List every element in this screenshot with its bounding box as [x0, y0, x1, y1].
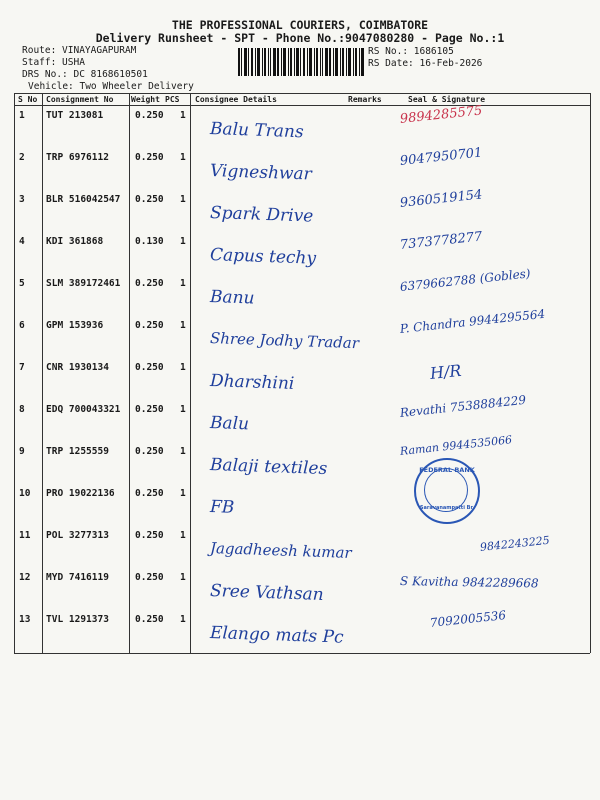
weight-value: 0.250	[135, 488, 164, 499]
signature-text: P. Chandra 9944295564	[399, 306, 546, 336]
consignment-number: GPM 153936	[46, 320, 104, 331]
pieces-value: 1	[180, 572, 186, 583]
rs-number: RS No.: 1686105	[368, 46, 454, 57]
col-header-seal: Seal & Signature	[408, 95, 486, 104]
signature-text: 7373778277	[399, 229, 484, 253]
pieces-value: 1	[180, 530, 186, 541]
serial-number: 12	[19, 572, 31, 583]
consignment-number: TVL 1291373	[46, 614, 109, 625]
table-row	[0, 569, 600, 611]
table-row	[0, 433, 600, 485]
serial-number: 8	[19, 404, 25, 415]
consignment-number: MYD 7416119	[46, 572, 109, 583]
col-header-consignee: Consignee Details	[195, 95, 277, 104]
pieces-value: 1	[180, 152, 186, 163]
table-header-divider	[14, 105, 590, 106]
pieces-value: 1	[180, 614, 186, 625]
pieces-value: 1	[180, 236, 186, 247]
consignee-name: FB	[209, 497, 235, 518]
weight-value: 0.250	[135, 362, 164, 373]
serial-number: 10	[19, 488, 31, 499]
consignment-number: TRP 1255559	[46, 446, 109, 457]
drs-number: DRS No.: DC 8168610501	[22, 69, 148, 80]
signature-text: 9894285575	[399, 103, 484, 127]
consignment-number: CNR 1930134	[46, 362, 109, 373]
consignee-name: Sree Vathsan	[209, 581, 325, 605]
col-header-consignment: Consignment No	[46, 95, 114, 104]
table-row	[0, 485, 600, 527]
stamp-bank-name: FEDERAL BANK	[419, 466, 475, 474]
signature-text: 7092005536	[429, 608, 507, 630]
consignment-number: EDQ 700043321	[46, 404, 121, 415]
serial-number: 1	[19, 110, 25, 121]
consignment-number: TRP 6976112	[46, 152, 109, 163]
weight-value: 0.250	[135, 278, 164, 289]
table-row	[0, 103, 600, 149]
barcode-image	[238, 48, 364, 76]
consignee-name: Vigneshwar	[209, 161, 313, 185]
pieces-value: 1	[180, 320, 186, 331]
pieces-value: 1	[180, 362, 186, 373]
consignment-number: PRO 19022136	[46, 488, 115, 499]
consignee-name: Balu Trans	[209, 119, 304, 143]
consignment-number: POL 3277313	[46, 530, 109, 541]
signature-text: H/R	[429, 360, 463, 383]
weight-value: 0.250	[135, 614, 164, 625]
weight-value: 0.250	[135, 152, 164, 163]
consignee-name: Banu	[209, 287, 255, 309]
staff-label: Staff: USHA	[22, 57, 85, 68]
weight-value: 0.250	[135, 320, 164, 331]
signature-text: S Kavitha 9842289668	[399, 574, 539, 591]
serial-number: 5	[19, 278, 25, 289]
vehicle-label: Vehicle: Two Wheeler Delivery	[28, 81, 194, 92]
weight-value: 0.250	[135, 404, 164, 415]
consignee-name: Balu	[209, 413, 250, 435]
signature-text: Raman 9944535066	[399, 433, 513, 458]
pieces-value: 1	[180, 194, 186, 205]
serial-number: 7	[19, 362, 25, 373]
consignment-number: TUT 213081	[46, 110, 104, 121]
serial-number: 13	[19, 614, 31, 625]
col-header-weight: Weight	[131, 95, 160, 104]
consignee-name: Spark Drive	[209, 203, 314, 227]
weight-value: 0.250	[135, 110, 164, 121]
weight-value: 0.250	[135, 572, 164, 583]
signature-text: Revathi 7538884229	[399, 392, 527, 420]
table-row	[0, 608, 600, 653]
signature-text: 9047950701	[399, 145, 484, 169]
serial-number: 11	[19, 530, 31, 541]
consignee-name: Balaji textiles	[209, 455, 328, 480]
pieces-value: 1	[180, 488, 186, 499]
rs-date: RS Date: 16-Feb-2026	[368, 58, 483, 69]
pieces-value: 1	[180, 110, 186, 121]
document-title: THE PROFESSIONAL COURIERS, COIMBATORE	[171, 18, 429, 32]
table-border-bottom	[14, 653, 590, 654]
serial-number: 2	[19, 152, 25, 163]
consignment-number: KDI 361868	[46, 236, 104, 247]
consignee-name: Shree Jodhy Tradar	[209, 329, 360, 353]
document-subtitle: Delivery Runsheet - SPT - Phone No.:9047080280 - Page No.:1	[95, 31, 505, 45]
table-row	[0, 306, 600, 359]
table-row	[0, 145, 600, 191]
weight-value: 0.250	[135, 446, 164, 457]
bank-stamp	[414, 458, 480, 524]
consignee-name: Jagadheesh kumar	[209, 539, 352, 562]
signature-text: 9360519154	[399, 187, 484, 211]
serial-number: 3	[19, 194, 25, 205]
col-header-sno: S No	[18, 95, 38, 104]
table-border-top	[14, 93, 590, 94]
consignee-name: Capus techy	[209, 245, 317, 269]
pieces-value: 1	[180, 446, 186, 457]
consignment-number: SLM 389172461	[46, 278, 121, 289]
consignee-name: Dharshini	[209, 371, 295, 394]
route-label: Route: VINAYAGAPURAM	[22, 45, 137, 56]
table-row	[0, 527, 600, 569]
table-row	[0, 187, 600, 233]
col-header-pcs: PCS	[165, 95, 180, 104]
pieces-value: 1	[180, 278, 186, 289]
weight-value: 0.250	[135, 530, 164, 541]
stamp-branch-name: Saravanampatti Br.	[419, 505, 475, 511]
weight-value: 0.130	[135, 236, 164, 247]
serial-number: 4	[19, 236, 25, 247]
signature-text: 6379662788 (Gobles)	[399, 266, 532, 294]
pieces-value: 1	[180, 404, 186, 415]
consignee-name: Elango mats Pc	[209, 623, 344, 648]
col-header-remarks: Remarks	[348, 95, 382, 104]
serial-number: 6	[19, 320, 25, 331]
signature-text: 9842243225	[479, 533, 551, 554]
consignment-number: BLR 516042547	[46, 194, 121, 205]
weight-value: 0.250	[135, 194, 164, 205]
serial-number: 9	[19, 446, 25, 457]
